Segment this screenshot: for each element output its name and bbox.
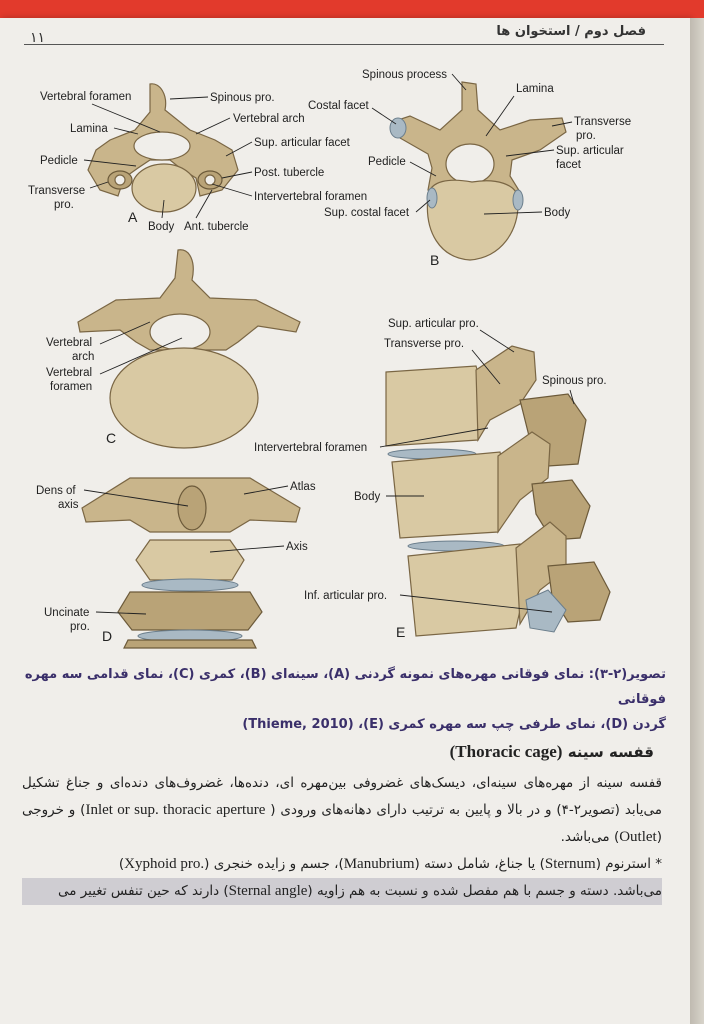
label-b-body: Body: [544, 207, 571, 219]
label-d-pro: pro.: [70, 621, 90, 633]
label-e-spinous-pro: Spinous pro.: [542, 375, 607, 387]
paragraph-2: [22, 851, 662, 878]
panel-d-letter: D: [102, 628, 113, 644]
p1-term-aperture: aperture: [216, 802, 266, 818]
label-e-intervertebral-foramen: Intervertebral foramen: [254, 442, 368, 454]
label-b-lamina: Lamina: [516, 83, 554, 95]
label-a-pedicle: Pedicle: [40, 155, 78, 167]
panel-c-lumbar-vertebra: [78, 250, 300, 448]
label-b-sup-costal-facet: Sup. costal facet: [324, 207, 410, 219]
section-title-en: (Thoracic cage): [449, 742, 563, 761]
p2-part-c: )، جسم و زایده خنجری (: [204, 856, 344, 872]
label-b-transverse-pro: pro.: [576, 130, 596, 142]
label-a-ant-tubercle: Ant. tubercle: [184, 221, 249, 233]
page-number: ۱۱: [30, 30, 46, 46]
label-b-sup-articular-facet: facet: [556, 159, 581, 171]
label-b-costal-facet: Costal facet: [308, 100, 369, 112]
label-e-body: Body: [354, 491, 381, 503]
label-b-spinous-process: Spinous process: [362, 69, 448, 81]
caption-line-2: گردن (D)، نمای طرفی چپ سه مهره کمری (E)، (Thieme, 2010): [242, 717, 666, 732]
panel-b-thoracic-vertebra: [390, 82, 566, 260]
p2-term-xyphoid: .Xyphoid pro: [124, 856, 205, 872]
panel-d-upper-cervical: [82, 478, 300, 648]
p2-term-manubrium: Manubrium: [343, 856, 415, 872]
label-a-body: Body: [148, 221, 175, 233]
p2-part-a: * استرنوم (: [595, 856, 662, 872]
panel-e-lumbar-lateral: [386, 346, 610, 636]
label-a-transverse-pro: pro.: [54, 199, 74, 211]
p1-line-c-end: ) می‌باشد.: [560, 829, 620, 845]
p3-part-b: ) دارند که حین تنفس تغییر می: [57, 883, 229, 899]
chapter-title: فصل دوم / استخوان ها: [496, 24, 646, 39]
section-title: [450, 742, 654, 762]
label-b-transverse: Transverse: [574, 116, 632, 128]
panel-e-letter: E: [396, 624, 406, 640]
label-b-pedicle: Pedicle: [368, 156, 406, 168]
label-a-spinous-pro: Spinous pro.: [210, 92, 275, 104]
p2-part-b: ) یا جناغ، شامل دسته (: [414, 856, 545, 872]
panel-a-letter: A: [128, 209, 138, 225]
label-e-transverse-pro: Transverse pro.: [384, 338, 465, 350]
label-a-lamina: Lamina: [70, 123, 108, 135]
paragraph-1: [22, 770, 662, 851]
label-a-intervertebral-foramen: Intervertebral foramen: [254, 191, 368, 203]
label-d-axis-word: axis: [58, 499, 79, 511]
label-a-transverse: Transverse: [28, 185, 86, 197]
label-a-vertebral-foramen: Vertebral foramen: [40, 91, 132, 103]
p2-term-sternum: Sternum: [544, 856, 596, 872]
figure-caption: [24, 662, 666, 737]
p2-part-d: ): [118, 856, 125, 872]
label-c-vertebral-2: Vertebral: [46, 367, 93, 379]
label-a-sup-articular-facet: Sup. articular facet: [254, 137, 350, 149]
label-e-inf-articular-pro: Inf. articular pro.: [304, 590, 388, 602]
p1-term-inlet: Inlet or sup. thoracic: [85, 802, 212, 818]
p3-term-sternal-angle: Sternal angle: [228, 883, 308, 899]
paragraph-3-highlighted: [22, 878, 662, 905]
p1-line-c: ) و خروجی (: [22, 802, 662, 845]
label-c-vertebral: Vertebral: [46, 337, 93, 349]
label-a-post-tubercle: Post. tubercle: [254, 167, 325, 179]
label-e-sup-articular-pro: Sup. articular pro.: [388, 318, 479, 330]
label-d-uncinate: Uncinate: [44, 607, 90, 619]
body-text: [22, 770, 662, 905]
section-title-fa: قفسه سینه: [567, 743, 654, 761]
p3-part-a: می‌باشد. دسته و جسم با هم مفصل شده و نسبت به هم زاویه (: [307, 883, 662, 899]
label-c-foramen: foramen: [50, 381, 93, 393]
panel-b-letter: B: [430, 252, 440, 268]
label-d-dens-of: Dens of: [36, 485, 76, 497]
p1-line-b: می‌یابد (تصویر۲-۴) و در بالا و پایین به ترتیب دارای دهانه‌های ورودی (: [270, 802, 663, 818]
p1-term-outlet: Outlet: [619, 829, 657, 845]
caption-line-1: تصویر(۲-۳): نمای فوقانی مهره‌های نمونه گردنی (A)، سینه‌ای (B)، کمری (C)، نمای قدامی سه مهره فوقانی: [24, 667, 666, 707]
panel-c-letter: C: [106, 430, 117, 446]
label-c-arch: arch: [72, 351, 95, 363]
label-d-atlas: Atlas: [290, 481, 316, 493]
label-b-sup-articular: Sup. articular: [556, 145, 624, 157]
p1-line-a: قفسه سینه از مهره‌های سینه‌ای، دیسک‌های غضروفی بین‌مهره ای، دنده‌ها، غضروف‌های دنده‌ای و جناغ تشکیل: [22, 775, 662, 791]
label-a-vertebral-arch: Vertebral arch: [233, 113, 305, 125]
label-d-axis: Axis: [286, 541, 308, 553]
